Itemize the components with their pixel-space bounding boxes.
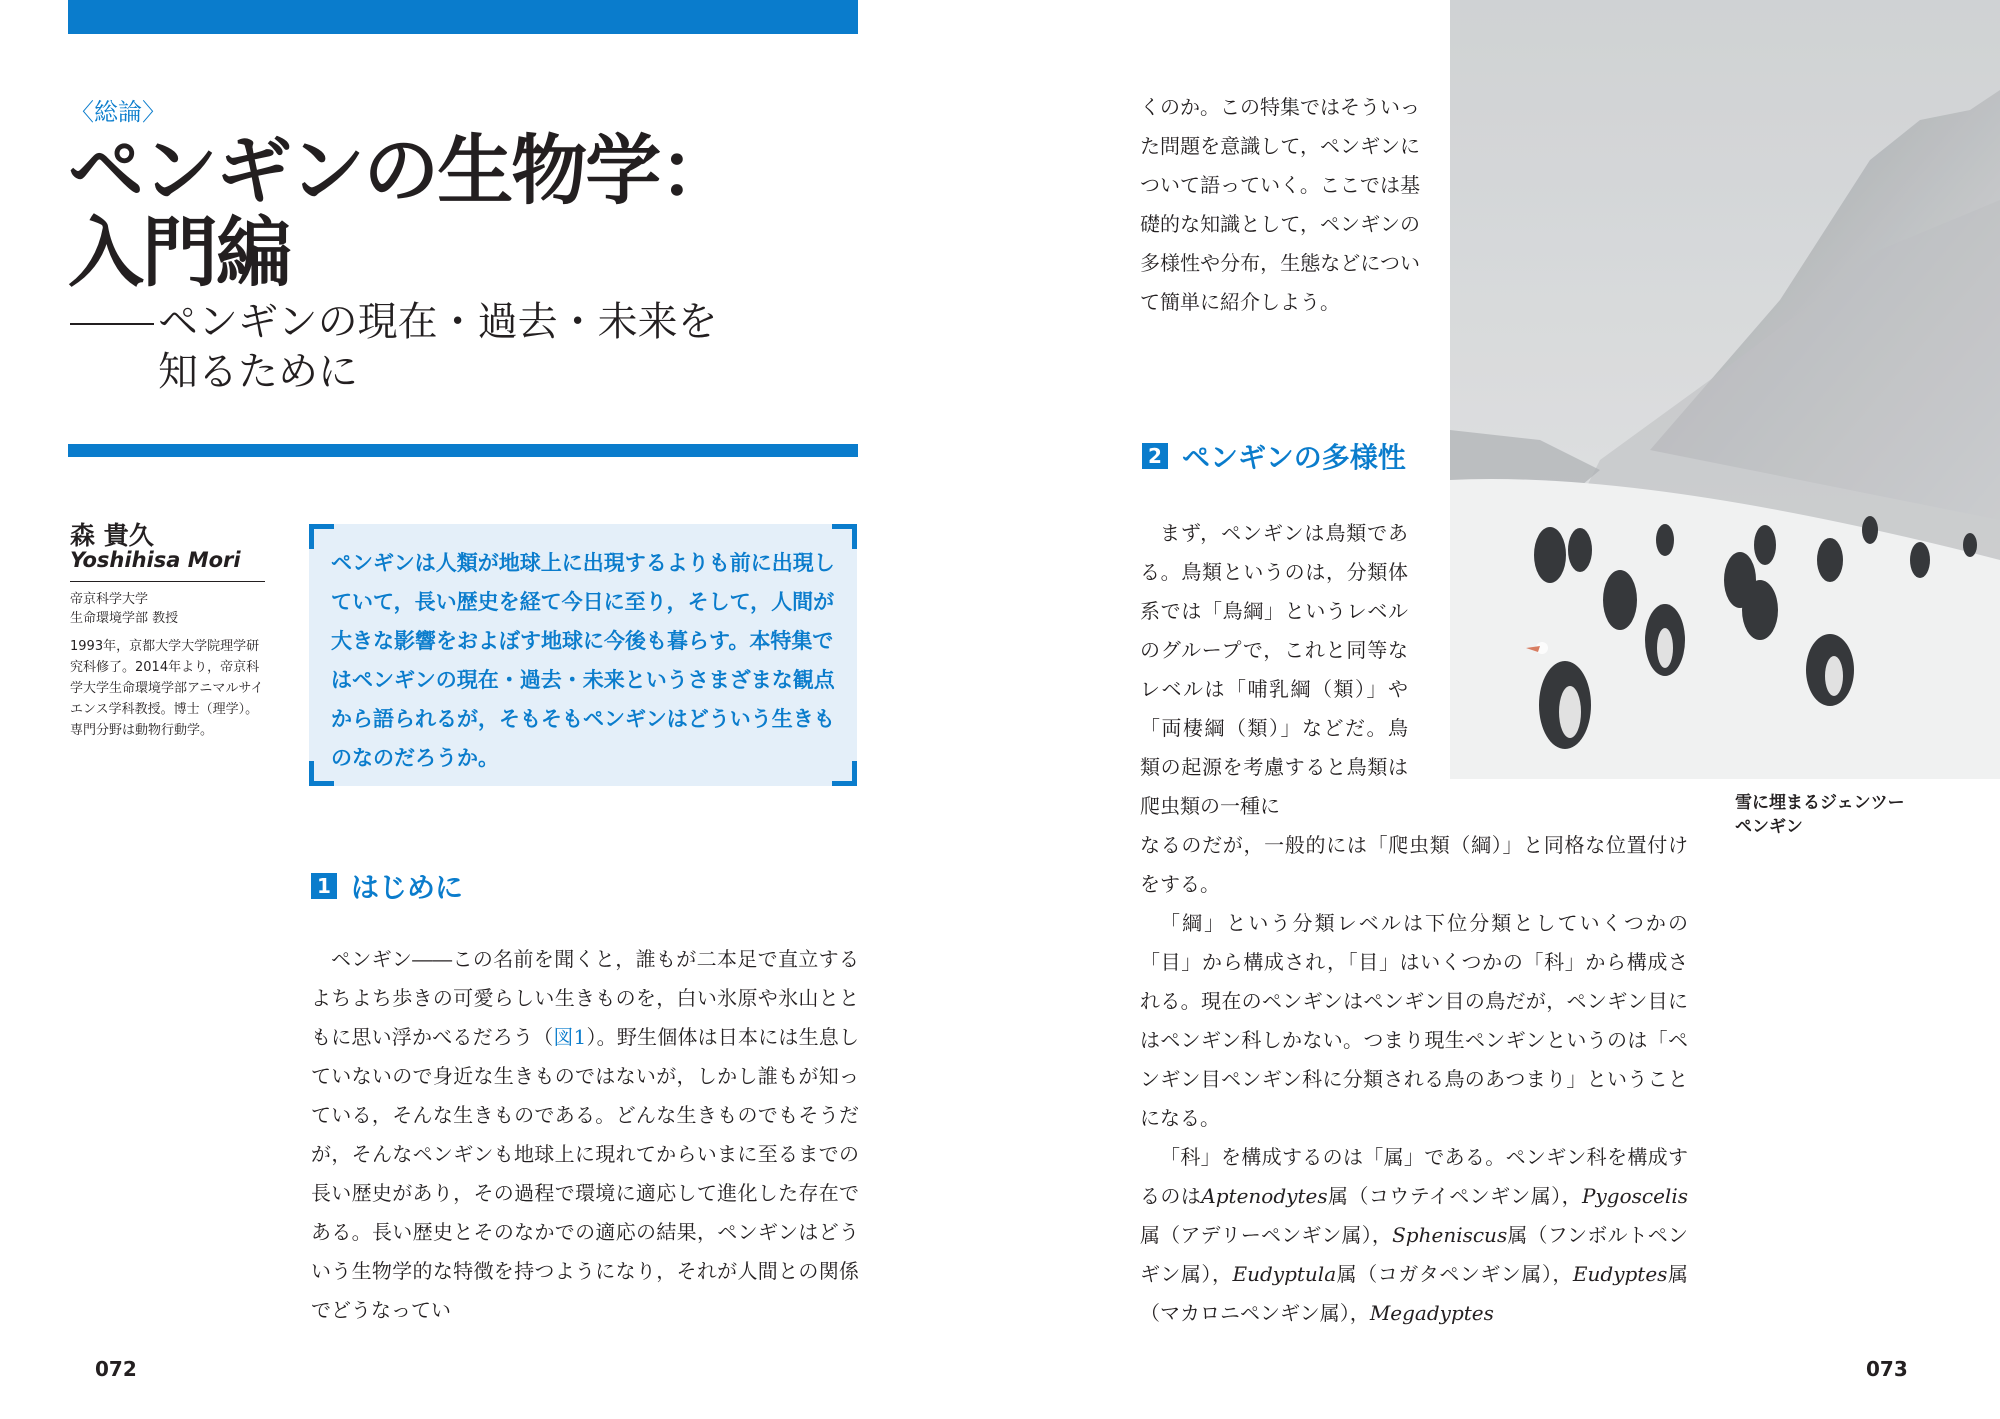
snow-penguin-image bbox=[1450, 0, 2000, 779]
series-label: 〈総論〉 bbox=[70, 98, 166, 126]
lead-text: ペンギンは人類が地球上に出現するよりも前に出現していて，長い歴史を経て今日に至り，そして，人間が大きな影響をおよぼす地球に今後も暮らす。本特集ではペンギンの現在・過去・未来というさまざまな観点から語られるが，そもそもペンギンはどういう生きものなのだろうか。 bbox=[331, 551, 835, 770]
author-divider bbox=[70, 581, 265, 582]
section-2-body-wide: なるのだが，一般的には「爬虫類（綱）」と同格な位置付けをする。 「綱」という分類レベルは下位分類としていくつかの「目」から構成され，「目」はいくつかの「科」から構成される。現在のペンギンはペンギン目の鳥だが，ペンギン目にはペンギン科しかない。つまり現生ペンギンというのは「ペンギン目ペンギン科に分類される鳥のあつまり」ということになる。 「科」を構成するのは「属」である。ペンギン科を構成するのはAptenodytes属（コウテイペンギン属），Pygoscelis属（アデリーペンギン属），Spheniscus属（フンボルトペンギン属），Eudyptula属（コガタペンギン属），Eudyptes属（マカロニペンギン属），Megadyptes bbox=[1140, 833, 1688, 1325]
subtitle-line-2: 知るために bbox=[158, 349, 358, 395]
section-2-heading bbox=[1142, 436, 1406, 476]
affiliation-line-2: 生命環境学部 教授 bbox=[70, 611, 179, 626]
article-subtitle bbox=[70, 297, 718, 397]
author-name-english: Yoshihisa Mori bbox=[70, 548, 241, 572]
section-title: はじめに bbox=[351, 871, 464, 904]
author-affiliation bbox=[70, 590, 178, 628]
title-line-2: 入門編 bbox=[68, 208, 290, 297]
page-number-left: 072 bbox=[95, 1357, 137, 1381]
section-title: ペンギンの多様性 bbox=[1182, 441, 1406, 474]
author-name: 森 貴久 bbox=[70, 521, 154, 550]
article-title bbox=[68, 126, 734, 297]
page-number-right: 073 bbox=[1866, 1357, 1908, 1381]
lead-box bbox=[309, 524, 857, 786]
title-divider-bar bbox=[68, 444, 858, 457]
subtitle-line-1: ペンギンの現在・過去・未来を bbox=[158, 299, 718, 345]
affiliation-line-1: 帝京科学大学 bbox=[70, 592, 149, 607]
title-line-1: ペンギンの生物学： bbox=[68, 126, 734, 215]
section-2-body-narrow: まず，ペンギンは鳥類である。鳥類というのは，分類体系では「鳥綱」というレベルのグループで，これと同等なレベルは「哺乳綱（類）」や「両棲綱（類）」などだ。鳥類の起源を考慮すると鳥類は爬虫類の一種に bbox=[1140, 521, 1408, 818]
penguin-photo bbox=[1450, 0, 2000, 779]
section-number: 1 bbox=[311, 873, 337, 899]
top-accent-bar bbox=[68, 0, 858, 34]
figure-reference-link[interactable]: 図1 bbox=[553, 1025, 587, 1049]
continued-text: くのか。この特集ではそういった問題を意識して，ペンギンについて語っていく。ここでは基礎的な知識として，ペンギンの多様性や分布，生態などについて簡単に紹介しよう。 bbox=[1140, 95, 1420, 314]
photo-caption: 雪に埋まるジェンツー ペンギン bbox=[1735, 793, 1905, 837]
author-bio: 1993年，京都大学大学院理学研究科修了。2014年より，帝京科学大学生命環境学部アニマルサイエンス学科教授。博士（理学）。専門分野は動物行動学。 bbox=[70, 639, 264, 738]
subtitle-dash bbox=[70, 323, 154, 325]
section-1-body bbox=[311, 940, 859, 1330]
section-1-heading bbox=[311, 866, 463, 906]
section-number: 2 bbox=[1142, 443, 1168, 469]
paragraph: ペンギン――この名前を聞くと，誰もが二本足で直立するよちよち歩きの可愛らしい生きものを，白い氷原や氷山とともに思い浮かべるだろう（図1）。野生個体は日本には生息していないので身近な生きものではないが，しかし誰もが知っている，そんな生きものである。どんな生きものでもそうだが，そんなペンギンも地球上に現れてからいまに至るまでの長い歴史があり，その過程で環境に適応して進化した存在である。長い歴史とそのなかでの適応の結果，ペンギンはどういう生物学的な特徴を持つようになり，それが人間との関係でどうなってい bbox=[311, 947, 859, 1322]
